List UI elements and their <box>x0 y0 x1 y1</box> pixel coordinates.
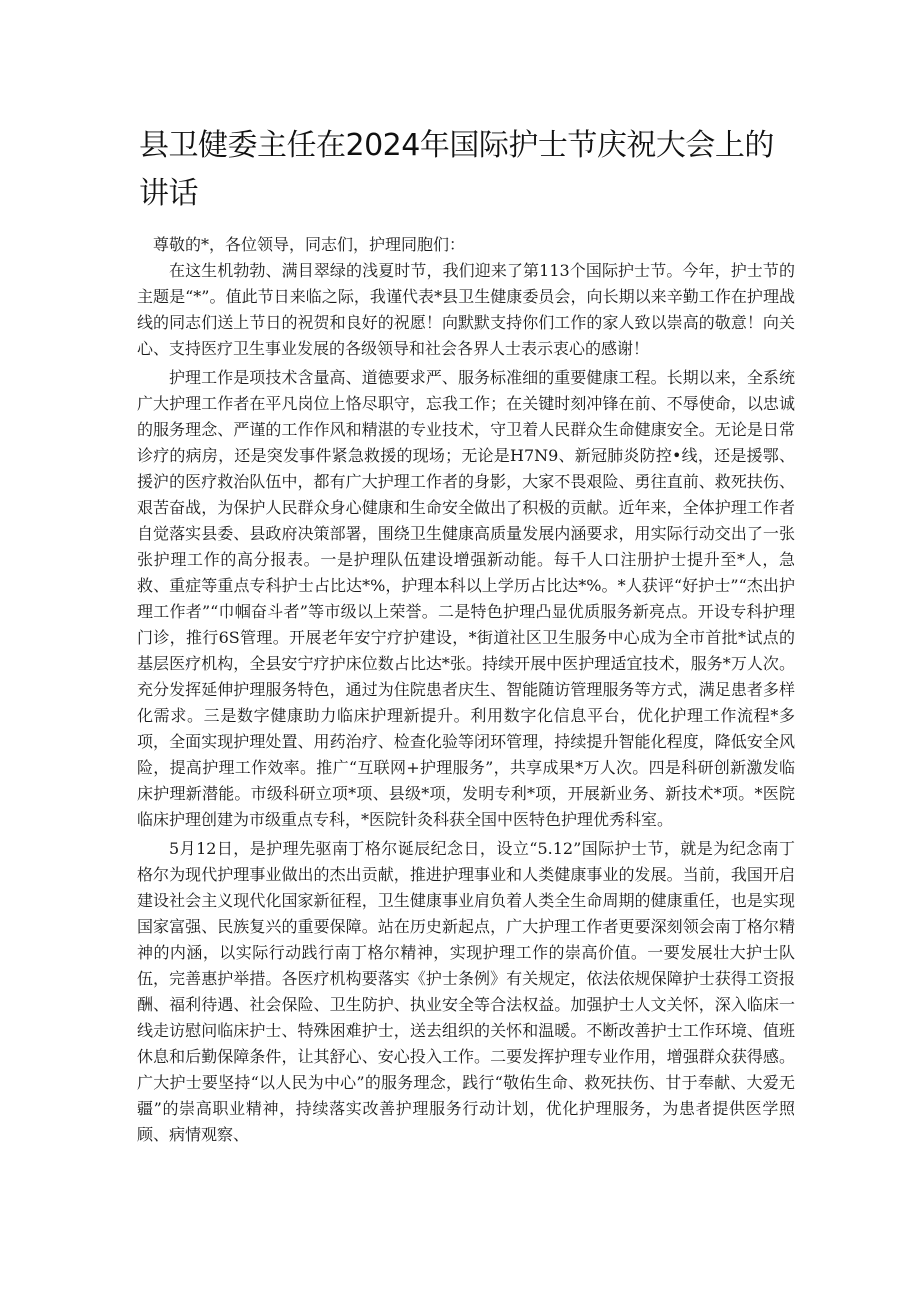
paragraph: 在这生机勃勃、满目翠绿的浅夏时节，我们迎来了第113个国际护士节。今年，护士节的主题是“*”。值此节日来临之际，我谨代表*县卫生健康委员会，向长期以来辛勤工作在护理战线的同志们送上节日的祝贺和良好的祝愿！向默默支持你们工作的家人致以崇高的敬意！向关心、支持医疗卫生事业发展的各级领导和社会各界人士表示衷心的感谢！ <box>137 261 795 358</box>
document-title: 县卫健委主任在2024年国际护士节庆祝大会上的讲话 <box>139 128 774 211</box>
paragraph: 护理工作是项技术含量高、道德要求严、服务标准细的重要健康工程。长期以来，全系统广大护理工作者在平凡岗位上恪尽职守，忘我工作；在关键时刻冲锋在前、不辱使命，以忠诚的服务理念、严谨的工作作风和精湛的专业技术，守卫着人民群众生命健康安全。无论是日常诊疗的病房，还是突发事件紧急救援的现场；无论是H7N9、新冠肺炎防控•线，还是援鄂、援沪的医疗救治队伍中，都有广大护理工作者的身影，大家不畏艰险、勇往直前、救死扶伤、艰苦奋战，为保护人民群众身心健康和生命安全做出了积极的贡献。近年来，全体护理工作者自觉落实县委、县政府决策部署，围绕卫生健康高质量发展内涵要求，用实际行动交出了一张张护理工作的高分报表。一是护理队伍建设增强新动能。每千人口注册护士提升至*人，急救、重症等重点专科护士占比达*%，护理本科以上学历占比达*%。*人获评“好护士”“杰出护理工作者”“巾帼奋斗者”等市级以上荣誉。二是特色护理凸显优质服务新亮点。开设专科护理门诊，推行6S管理。开展老年安宁疗护建设，*街道社区卫生服务中心成为全市首批*试点的基层医疗机构，全县安宁疗护床位数占比达*张。持续开展中医护理适宜技术，服务*万人次。充分发挥延伸护理服务特色，通过为住院患者庆生、智能随访管理服务等方式，满足患者多样化需求。三是数字健康助力临床护理新提升。利用数字化信息平台，优化护理工作流程*多项，全面实现护理处置、用药治疗、检查化验等闭环管理，持续提升智能化程度，降低安全风险，提高护理工作效率。推广“互联网+护理服务”，共享成果*万人次。四是科研创新激发临床护理新潜能。市级科研立项*项、县级*项，发明专利*项，开展新业务、新技术*项。*医院临床护理创建为市级重点专科，*医院针灸科获全国中医特色护理优秀科室。 <box>137 368 795 829</box>
salutation: 尊敬的*，各位领导，同志们，护理同胞们： <box>153 235 466 254</box>
paragraph: 5月12日，是护理先驱南丁格尔诞辰纪念日，设立“5.12”国际护士节，就是为纪念南丁格尔为现代护理事业做出的杰出贡献，推进护理事业和人类健康事业的发展。当前，我国开启建设社会主义现代化国家新征程，卫生健康事业肩负着人类全生命周期的健康重任，也是实现国家富强、民族复兴的重要保障。站在历史新起点，广大护理工作者更要深刻领会南丁格尔精神的内涵，以实际行动践行南丁格尔精神，实现护理工作的崇高价值。一要发展壮大护士队伍，完善惠护举措。各医疗机构要落实《护士条例》有关规定，依法依规保障护士获得工资报酬、福利待遇、社会保险、卫生防护、执业安全等合法权益。加强护士人文关怀，深入临床一线走访慰问临床护士、特殊困难护士，送去组织的关怀和温暖。不断改善护士工作环境、值班休息和后勤保障条件，让其舒心、安心投入工作。二要发挥护理专业作用，增强群众获得感。广大护士要坚持“以人民为中心”的服务理念，践行“敬佑生命、救死扶伤、甘于奉献、大爱无疆”的崇高职业精神，持续落实改善护理服务行动计划，优化护理服务，为患者提供医学照顾、病情观察、 <box>137 839 795 1144</box>
document-body <box>137 232 795 1151</box>
